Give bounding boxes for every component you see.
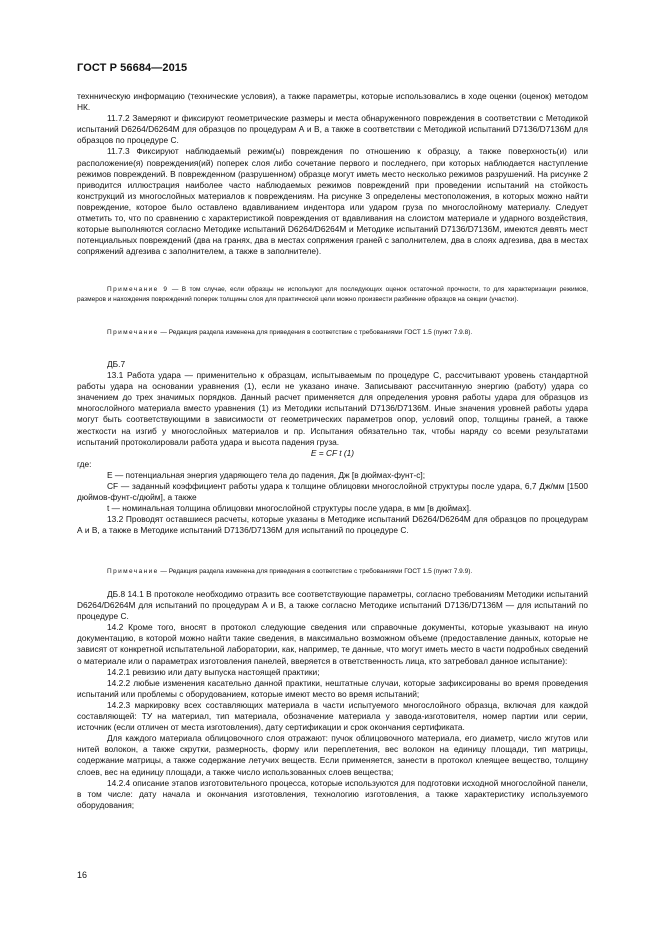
paragraph-14-2-2: 14.2.2 любые изменения касательно данной практики, нештатные случаи, которые зафиксированы во время проведения испытаний или проблемы с оборудованием, которые имеют место во время испытаний;	[77, 677, 588, 699]
note-text: — Редакция раздела изменена для приведения в соответствие с требованиями ГОСТ 1.5 (пункт 7.9.8).	[158, 329, 473, 336]
note-label: Примечание	[107, 568, 159, 575]
section-heading: ДБ.7	[107, 359, 126, 369]
paragraph-14-2: 14.2 Кроме того, вносят в протокол следующие сведения или справочные документы, которые указывают на иную документацию, в которой можно найти такие сведения, в максимально возможном объеме (предоставление данных, которые не зависят от конкретной испытательной лаборатории, как, например, те данные, что могут иметь место в части подробных сведений о материале или о параметрах изготовления панелей, вверяется в ответственность лица, кто затребовал данное испытание):	[77, 622, 588, 666]
paragraph: технническую информацию (технические условия), а также параметры, которые использовались в ходе оценки (оценок) методом НК.	[77, 91, 588, 113]
paragraph-14-1: ДБ.8 14.1 В протоколе необходимо отразить все соответствующие параметры, согласно требованиям Методики испытаний D6264/D6264M для испытаний по процедурам А и В, а также согласно Методике испытаний D7136/D7136M — для испытаний по процедуре С.	[77, 589, 588, 622]
note-9	[77, 285, 588, 305]
definition-e: E — потенциальная энергия ударяющего тела до падения, Дж [в дюймах-фунт-с];	[107, 469, 426, 480]
section-db7	[77, 359, 588, 537]
paragraph-11-7-2: 11.7.2 Замеряют и фиксируют геометрические размеры и места обнаруженного повреждения в соответствии с Методикой испытаний D6264/D6264M для образцов по процедурам А и В, а также в соответствии с Методикой испытаний D7136/D7136M для образцов по процедуре С.	[77, 113, 588, 146]
section-11-7	[77, 91, 588, 257]
paragraph-facing-material: Для каждого материала облицовочного слоя отражают: пучок облицовочного материала, его диаметр, число жгутов или нитей волокон, а также скрутки, размерность, форму или переплетения, вес волокон на единицу площади, тип матрицы, содержание матрицы, а также содержание летучих веществ. Если применяется, занести в протокол клеящее вещество, толщину слоев, вес на единицу площади, а также число использованных слоев вещества;	[77, 733, 588, 777]
formula-1	[77, 448, 588, 459]
note-edition-7-9-8	[77, 328, 588, 338]
paragraph-13-1: 13.1 Работа удара — применительно к образцам, испытываемым по процедуре С, рассчитывают уровень стандартной работы удара на основании уравнения (1), если не указано иначе. Записывают рассчитанную энергию (работу) удара со значением до трех значимых порядков. Данный расчет применяется для определения уровня работы удара для образцов из многослойного материала вместо уравнения (1) из Методики испытаний D7136/D7136M. Иные значения уровней работы удара могут быть соответствующими в зависимости от геометрических параметров опор, условий опор, толщины граней, а также жесткости на изгиб у многослойных материалов и пр. Испытания обязательно так, чтобы наряду со всеми результатами испытаний протоколировали работа удара и высота падения груза.	[77, 370, 588, 447]
where-label: где:	[77, 458, 92, 469]
note-edition-7-9-9	[77, 567, 588, 577]
definition-t: t — номинальная толщина облицовки многослойной структуры после удара, в мм [в дюймах].	[107, 503, 472, 514]
note-text: — Редакция раздела изменена для приведения в соответствие с требованиями ГОСТ 1.5 (пункт 7.9.9).	[158, 568, 473, 575]
page-number: 16	[77, 870, 88, 880]
paragraph-13-2: 13.2 Проводят оставшиеся расчеты, которые указаны в Методике испытаний D6264/D6264M для образцов по процедурам А и В, а также в Методике испытаний D7136/D7136M для испытаний по процедуре С.	[77, 514, 588, 536]
paragraph-14-2-3: 14.2.3 маркировку всех составляющих материала в части испытуемого многослойного образца, включая для каждой составляющей: ТУ на материал, тип материала, обозначение материала у завода-изготовителя, номер партии или серии, источник (если отличен от места изготовления), дату сертификации и срок окончания сертификата.	[77, 699, 588, 733]
note-label: Примечание	[107, 329, 159, 336]
section-db8	[77, 589, 588, 811]
note-text: — В том случае, если образцы не используют для последующих оценок остаточной прочности, то для характеризации режимов, размеров и нахождения повреждений поперек толщины слоя для практической цели можно произвести разбиение образцов на секции (участки).	[77, 286, 589, 304]
paragraph-14-2-1: 14.2.1 ревизию или дату выпуска настоящей практики;	[107, 666, 320, 677]
note-label: Примечание 9	[107, 286, 169, 293]
paragraph-14-2-4: 14.2.4 описание этапов изготовительного процесса, которые используются для подготовки исходной многослойной панели, в том числе: дату начала и окончания изготовления, технологию изготовления, а также характеристику используемого оборудования;	[77, 777, 588, 810]
formula-text: E = CF t (1)	[310, 447, 355, 458]
page-header: ГОСТ Р 56684—2015	[77, 62, 188, 74]
definition-cf: CF — заданный коэффициент работы удара к толщине облицовки многослойной структуры после удара, 6,7 Дж/мм [1500 дюймов-фунт-с/дюйм], а также	[77, 481, 588, 503]
paragraph-11-7-3: 11.7.3 Фиксируют наблюдаемый режим(ы) повреждения по отношению к образцу, а также поверхность(и) или расположение(я) повреждения(ий) поперек слоя либо сочетание первого и последнего, при которых наблюдается наступление режимов повреждений. В поврежденном (разрушенном) образце могут иметь место несколько режимов разрушений. На рисунке 2 приводится иллюстрация наиболее часто наблюдаемых режимов повреждений при проведении испытаний на стойкость конструкций из многослойных материалов к повреждениям. На рисунке 3 определены местоположения, в которых можно найти повреждение, которое было оставлено вдавливанием индентора или ударом груза по многослойному материалу. Следует отметить то, что по сравнению с характеристикой повреждения от вдавливания на слоистом материале и ударного воздействия, которые выполняются согласно Методике испытаний D6264/D6264M и Методике испытаний D7136/D7136M, имеются девять мест потенциальных повреждений (два на гранях, два в местах сопряжения граней с заполнителем, два в слоях адгезива, два в местах сопряжений адгезива с заполнителем, а также в заполнителе).	[77, 146, 588, 257]
